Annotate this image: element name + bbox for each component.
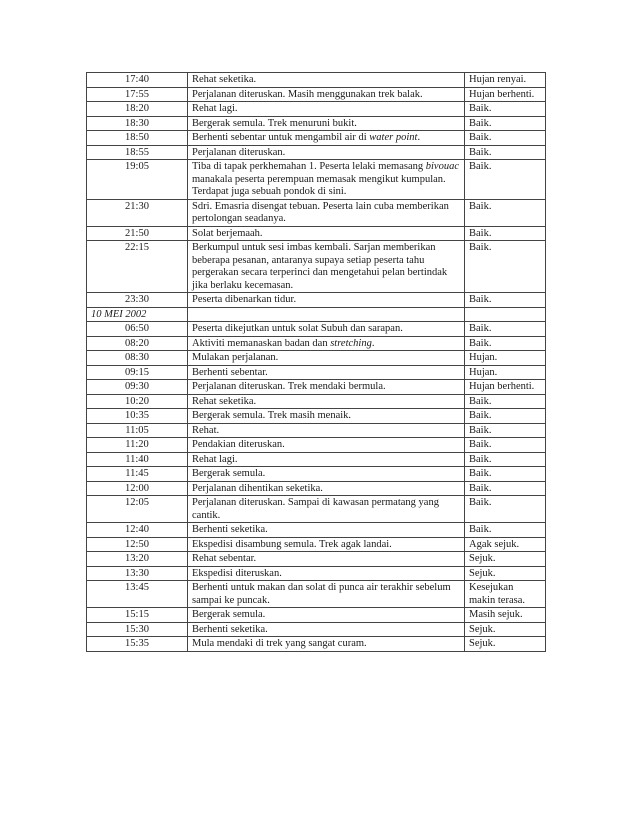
weather-cell: Sejuk. bbox=[465, 622, 546, 637]
table-row bbox=[87, 409, 546, 424]
activity-cell: Peserta dikejutkan untuk solat Subuh dan sarapan. bbox=[188, 322, 465, 337]
weather-cell: Baik. bbox=[465, 226, 546, 241]
table-row bbox=[87, 481, 546, 496]
table-row bbox=[87, 145, 546, 160]
activity-cell: Berkumpul untuk sesi imbas kembali. Sarjan memberikan beberapa pesanan, antaranya supaya setiap peserta tahu pergerakan secara terperinci dan mengetahui pelan bertindak jika berlaku kecemasan. bbox=[188, 241, 465, 293]
activity-cell: Peserta dibenarkan tidur. bbox=[188, 293, 465, 308]
time-cell: 06:50 bbox=[87, 322, 188, 337]
activity-cell: Berhenti untuk makan dan solat di punca air terakhir sebelum sampai ke puncak. bbox=[188, 581, 465, 608]
weather-cell: Sejuk. bbox=[465, 566, 546, 581]
time-cell: 13:20 bbox=[87, 552, 188, 567]
time-cell: 11:05 bbox=[87, 423, 188, 438]
time-cell: 12:00 bbox=[87, 481, 188, 496]
activity-cell: Perjalanan diteruskan. Sampai di kawasan permatang yang cantik. bbox=[188, 496, 465, 523]
table-row bbox=[87, 566, 546, 581]
table-row bbox=[87, 351, 546, 366]
time-cell: 12:50 bbox=[87, 537, 188, 552]
weather-cell: Baik. bbox=[465, 336, 546, 351]
activity-cell: Sdri. Emasria disengat tebuan. Peserta lain cuba memberikan pertolongan seadanya. bbox=[188, 199, 465, 226]
table-row bbox=[87, 467, 546, 482]
activity-cell: Ekspedisi diteruskan. bbox=[188, 566, 465, 581]
table-row bbox=[87, 523, 546, 538]
weather-cell: Baik. bbox=[465, 241, 546, 293]
activity-cell: Berhenti seketika. bbox=[188, 622, 465, 637]
time-cell: 09:30 bbox=[87, 380, 188, 395]
table-row bbox=[87, 423, 546, 438]
table-row bbox=[87, 537, 546, 552]
weather-cell: Baik. bbox=[465, 452, 546, 467]
time-cell: 13:45 bbox=[87, 581, 188, 608]
activity-cell: Bergerak semula. Trek masih menaik. bbox=[188, 409, 465, 424]
table-row bbox=[87, 622, 546, 637]
weather-cell: Hujan. bbox=[465, 365, 546, 380]
table-row bbox=[87, 160, 546, 200]
activity-cell: Mulakan perjalanan. bbox=[188, 351, 465, 366]
weather-cell: Baik. bbox=[465, 160, 546, 200]
table-row bbox=[87, 581, 546, 608]
time-cell: 18:20 bbox=[87, 102, 188, 117]
weather-cell: Baik. bbox=[465, 409, 546, 424]
time-cell: 10:20 bbox=[87, 394, 188, 409]
activity-cell: Berhenti seketika. bbox=[188, 523, 465, 538]
table-row bbox=[87, 322, 546, 337]
table-row bbox=[87, 438, 546, 453]
activity-text: manakala peserta perempuan memasak mengikut kumpulan. Terdapat juga sebuah pondok di sini. bbox=[192, 173, 446, 197]
weather-cell: Baik. bbox=[465, 322, 546, 337]
time-cell: 18:30 bbox=[87, 116, 188, 131]
activity-cell: Rehat lagi. bbox=[188, 102, 465, 117]
empty-cell bbox=[188, 307, 465, 322]
activity-text: . bbox=[371, 337, 375, 349]
time-cell: 08:20 bbox=[87, 336, 188, 351]
time-cell: 15:30 bbox=[87, 622, 188, 637]
activity-cell: Rehat. bbox=[188, 423, 465, 438]
table-row bbox=[87, 73, 546, 88]
weather-cell: Hujan. bbox=[465, 351, 546, 366]
activity-cell bbox=[188, 336, 465, 351]
activity-text: Tiba di tapak perkhemahan 1. Peserta lelaki memasang bbox=[192, 161, 426, 172]
time-cell: 18:55 bbox=[87, 145, 188, 160]
weather-cell: Baik. bbox=[465, 438, 546, 453]
activity-cell: Rehat seketika. bbox=[188, 394, 465, 409]
table-row bbox=[87, 131, 546, 146]
table-row bbox=[87, 552, 546, 567]
time-cell: 12:40 bbox=[87, 523, 188, 538]
time-cell: 12:05 bbox=[87, 496, 188, 523]
table-row bbox=[87, 365, 546, 380]
date-row bbox=[87, 307, 546, 322]
weather-cell: Baik. bbox=[465, 102, 546, 117]
activity-cell: Ekspedisi disambung semula. Trek agak landai. bbox=[188, 537, 465, 552]
weather-cell: Baik. bbox=[465, 523, 546, 538]
table-row bbox=[87, 637, 546, 652]
activity-cell: Perjalanan diteruskan. Trek mendaki bermula. bbox=[188, 380, 465, 395]
weather-cell: Baik. bbox=[465, 293, 546, 308]
weather-cell: Hujan renyai. bbox=[465, 73, 546, 88]
weather-cell: Baik. bbox=[465, 496, 546, 523]
table-row bbox=[87, 336, 546, 351]
log-table-body bbox=[87, 73, 546, 652]
activity-italic-term: water point bbox=[369, 132, 418, 143]
time-cell: 18:50 bbox=[87, 131, 188, 146]
table-row bbox=[87, 87, 546, 102]
activity-text: . bbox=[417, 132, 421, 143]
activity-cell: Rehat seketika. bbox=[188, 73, 465, 88]
activity-italic-term: bivouac bbox=[425, 161, 460, 172]
weather-cell: Agak sejuk. bbox=[465, 537, 546, 552]
time-cell: 23:30 bbox=[87, 293, 188, 308]
activity-cell: Solat berjemaah. bbox=[188, 226, 465, 241]
weather-cell: Hujan berhenti. bbox=[465, 87, 546, 102]
activity-cell: Bergerak semula. bbox=[188, 608, 465, 623]
activity-cell: Perjalanan dihentikan seketika. bbox=[188, 481, 465, 496]
date-cell: 10 MEI 2002 bbox=[87, 307, 188, 322]
activity-cell: Mula mendaki di trek yang sangat curam. bbox=[188, 637, 465, 652]
weather-cell: Baik. bbox=[465, 199, 546, 226]
table-row bbox=[87, 293, 546, 308]
time-cell: 17:40 bbox=[87, 73, 188, 88]
weather-cell: Baik. bbox=[465, 423, 546, 438]
table-row bbox=[87, 241, 546, 293]
time-cell: 19:05 bbox=[87, 160, 188, 200]
activity-text: Berhenti sebentar untuk mengambil air di bbox=[192, 132, 370, 143]
time-cell: 15:35 bbox=[87, 637, 188, 652]
table-row bbox=[87, 496, 546, 523]
time-cell: 15:15 bbox=[87, 608, 188, 623]
weather-cell: Baik. bbox=[465, 467, 546, 482]
activity-cell: Bergerak semula. Trek menuruni bukit. bbox=[188, 116, 465, 131]
empty-cell bbox=[465, 307, 546, 322]
activity-cell: Berhenti sebentar. bbox=[188, 365, 465, 380]
table-row bbox=[87, 102, 546, 117]
time-cell: 11:20 bbox=[87, 438, 188, 453]
activity-cell: Perjalanan diteruskan. bbox=[188, 145, 465, 160]
weather-cell: Sejuk. bbox=[465, 552, 546, 567]
weather-cell: Sejuk. bbox=[465, 637, 546, 652]
table-row bbox=[87, 452, 546, 467]
activity-cell: Rehat lagi. bbox=[188, 452, 465, 467]
time-cell: 17:55 bbox=[87, 87, 188, 102]
weather-cell: Baik. bbox=[465, 481, 546, 496]
weather-cell: Baik. bbox=[465, 116, 546, 131]
weather-cell: Baik. bbox=[465, 131, 546, 146]
time-cell: 22:15 bbox=[87, 241, 188, 293]
time-cell: 21:30 bbox=[87, 199, 188, 226]
time-cell: 09:15 bbox=[87, 365, 188, 380]
activity-cell bbox=[188, 160, 465, 200]
activity-cell: Bergerak semula. bbox=[188, 467, 465, 482]
table-row bbox=[87, 608, 546, 623]
activity-italic-term: stretching bbox=[330, 337, 372, 349]
time-cell: 11:45 bbox=[87, 467, 188, 482]
weather-cell: Hujan berhenti. bbox=[465, 380, 546, 395]
weather-cell: Masih sejuk. bbox=[465, 608, 546, 623]
activity-cell bbox=[188, 131, 465, 146]
weather-cell: Baik. bbox=[465, 394, 546, 409]
activity-cell: Pendakian diteruskan. bbox=[188, 438, 465, 453]
time-cell: 08:30 bbox=[87, 351, 188, 366]
table-row bbox=[87, 394, 546, 409]
table-row bbox=[87, 226, 546, 241]
table-row bbox=[87, 116, 546, 131]
table-row bbox=[87, 199, 546, 226]
time-cell: 13:30 bbox=[87, 566, 188, 581]
table-row bbox=[87, 380, 546, 395]
activity-cell: Rehat sebentar. bbox=[188, 552, 465, 567]
activity-cell: Perjalanan diteruskan. Masih menggunakan trek balak. bbox=[188, 87, 465, 102]
weather-cell: Baik. bbox=[465, 145, 546, 160]
expedition-log-table bbox=[86, 72, 546, 652]
time-cell: 10:35 bbox=[87, 409, 188, 424]
time-cell: 21:50 bbox=[87, 226, 188, 241]
time-cell: 11:40 bbox=[87, 452, 188, 467]
activity-text: Aktiviti memanaskan badan dan bbox=[192, 337, 331, 349]
weather-cell: Kesejukan makin terasa. bbox=[465, 581, 546, 608]
